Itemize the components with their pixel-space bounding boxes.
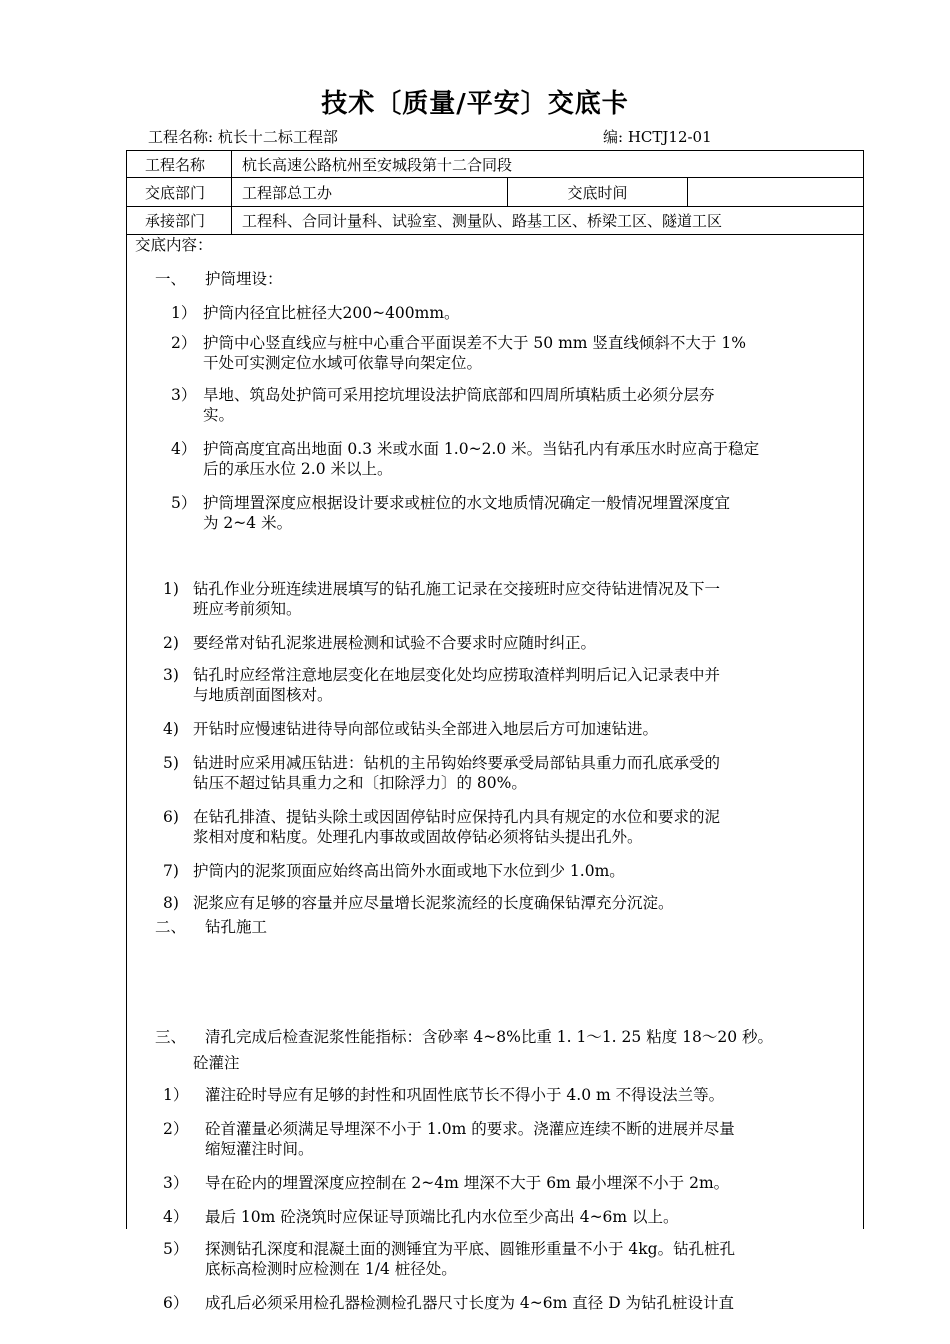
document-code: 编: HCTJ12-01: [603, 128, 712, 146]
item-text-line: 班应考前须知。: [193, 600, 302, 618]
item-text-line: 钻孔时应经常注意地层变化在地层变化处均应捞取渣样判明后记入记录表中并: [193, 666, 721, 684]
item-text-line: 灌注砼时导应有足够的封性和巩固性底节长不得小于 4.0 m 不得设法兰等。: [205, 1086, 725, 1104]
item-number: 3): [163, 666, 179, 684]
item-number: 7): [163, 862, 179, 880]
content-heading: 交底内容：: [135, 236, 213, 254]
section-3-heading: [155, 1027, 773, 1047]
section-number: 二、: [155, 918, 187, 936]
item-number: 6): [163, 808, 179, 826]
item-text-line: 为 2~4 米。: [203, 514, 293, 532]
item-number: 8): [163, 894, 179, 912]
section-3-subheading: 砼灌注: [193, 1054, 240, 1072]
section-2-heading: [155, 917, 267, 937]
project-name-header: 工程名称: [145, 155, 206, 174]
item-text-line: 要经常对钻孔泥浆进展检测和试验不合要求时应随时纠正。: [193, 634, 597, 652]
item-text-line: 护筒高度宜高出地面 0.3 米或水面 1.0~2.0 米。当钻孔内有承压水时应高于稳定: [203, 440, 760, 458]
document-title: 技术〔质量/平安〕交底卡: [321, 89, 629, 119]
item-text-line: 后的承压水位 2.0 米以上。: [203, 460, 393, 478]
item-text-line: 泥浆应有足够的容量并应尽量增长泥浆流经的长度确保钻潭充分沉淀。: [193, 894, 674, 912]
item-text-line: 浆相对度和粘度。处理孔内事故或固故停钻必须将钻头提出孔外。: [193, 828, 643, 846]
item-number: 2）: [171, 334, 197, 352]
department-header: 交底部门: [145, 183, 206, 202]
disclosure-time-value: [687, 178, 863, 206]
section-number: 三、: [155, 1028, 187, 1046]
section-title: 钻孔施工: [204, 918, 267, 936]
item-text-line: 与地质剖面图核对。: [193, 686, 333, 704]
item-text-line: 旱地、筑岛处护筒可采用挖坑埋设法护筒底部和四周所填粘质土必须分层夯: [203, 386, 715, 404]
item-text-line: 在钻孔排渣、提钻头除土或因固停钻时应保持孔内具有规定的水位和要求的泥: [193, 808, 721, 826]
item-text-line: 导在砼内的埋置深度应控制在 2~4m 埋深不大于 6m 最小埋深不小于 2m。: [205, 1174, 730, 1192]
item-text-line: 实。: [203, 406, 235, 424]
item-text-line: 缩短灌注时间。: [205, 1140, 314, 1158]
section-1-heading: [155, 269, 282, 289]
item-number: 2）: [163, 1120, 189, 1138]
item-number: 5）: [171, 494, 197, 512]
department-value: 工程部总工办: [231, 178, 507, 206]
receiving-value: 工程科、合同计量科、试验室、测量队、路基工区、桥梁工区、隧道工区: [231, 207, 863, 234]
item-number: 3）: [171, 386, 197, 404]
row-receiving-department: [127, 207, 863, 235]
disclosure-table: [126, 150, 864, 1312]
receiving-header: 承接部门: [145, 212, 206, 230]
item-text-line: 干处可实测定位水域可依靠导向架定位。: [203, 354, 483, 372]
item-number: 4）: [163, 1208, 189, 1226]
item-number: 6）: [163, 1294, 189, 1312]
item-number: 4): [163, 720, 179, 738]
item-text-line: 护筒内径宜比桩径大200~400mm。: [203, 304, 460, 322]
item-text-line: 开钻时应慢速钻进待导向部位或钻头全部进入地层后方可加速钻进。: [193, 720, 659, 738]
item-number: 1）: [171, 304, 197, 322]
item-text-line: 护筒埋置深度应根据设计要求或桩位的水文地质情况确定一般情况埋置深度宜: [203, 494, 731, 512]
item-text-line: 探测钻孔深度和混凝土面的测锤宜为平底、圆锥形重量不小于 4kg。钻孔桩孔: [205, 1240, 736, 1258]
section-title: 清孔完成后检查泥浆性能指标：含砂率 4~8%比重 1. 1～1. 25 粘度 18～20 秒。: [204, 1028, 773, 1046]
item-number: 4）: [171, 440, 197, 458]
item-number: 1）: [163, 1086, 189, 1104]
project-name-label: 工程名称: 杭长十二标工程部: [148, 128, 338, 146]
item-text-line: 护筒中心竖直线应与桩中心重合平面误差不大于 50 mm 竖直线倾斜不大于 1%: [203, 334, 746, 352]
item-text-line: 钻孔作业分班连续进展填写的钻孔施工记录在交接班时应交待钻进情况及下一: [193, 580, 721, 598]
item-number: 5): [163, 754, 179, 772]
item-text-line: 钻进时应采用减压钻进：钻机的主吊钩始终要承受局部钻具重力而孔底承受的: [193, 754, 721, 772]
section-title: 护筒埋设：: [204, 270, 283, 288]
item-text-line: 最后 10m 砼浇筑时应保证导顶端比孔内水位至少高出 4~6m 以上。: [205, 1208, 679, 1226]
item-text-line: 底标高检测时应检测在 1/4 桩径处。: [205, 1260, 457, 1278]
item-text-line: 钻压不超过钻具重力之和〔扣除浮力〕的 80%。: [193, 774, 527, 792]
item-text-line: 成孔后必须采用检孔器检测检孔器尺寸长度为 4~6m 直径 D 为钻孔桩设计直: [205, 1294, 735, 1312]
item-number: 2): [163, 634, 179, 652]
item-number: 5）: [163, 1240, 189, 1258]
project-name-value: 杭长高速公路杭州至安城段第十二合同段: [231, 151, 863, 177]
item-text-line: 砼首灌量必须满足导埋深不小于 1.0m 的要求。浇灌应连续不断的进展并尽量: [205, 1120, 735, 1138]
item-number: 3）: [163, 1174, 189, 1192]
row-project-name: [127, 151, 863, 178]
row-department: [127, 178, 863, 207]
section-number: 一、: [155, 270, 187, 288]
disclosure-time-header: 交底时间: [507, 178, 687, 206]
item-number: 1): [163, 580, 179, 598]
item-text-line: 护筒内的泥浆顶面应始终高出筒外水面或地下水位到少 1.0m。: [193, 862, 625, 880]
header-line: [148, 126, 848, 148]
